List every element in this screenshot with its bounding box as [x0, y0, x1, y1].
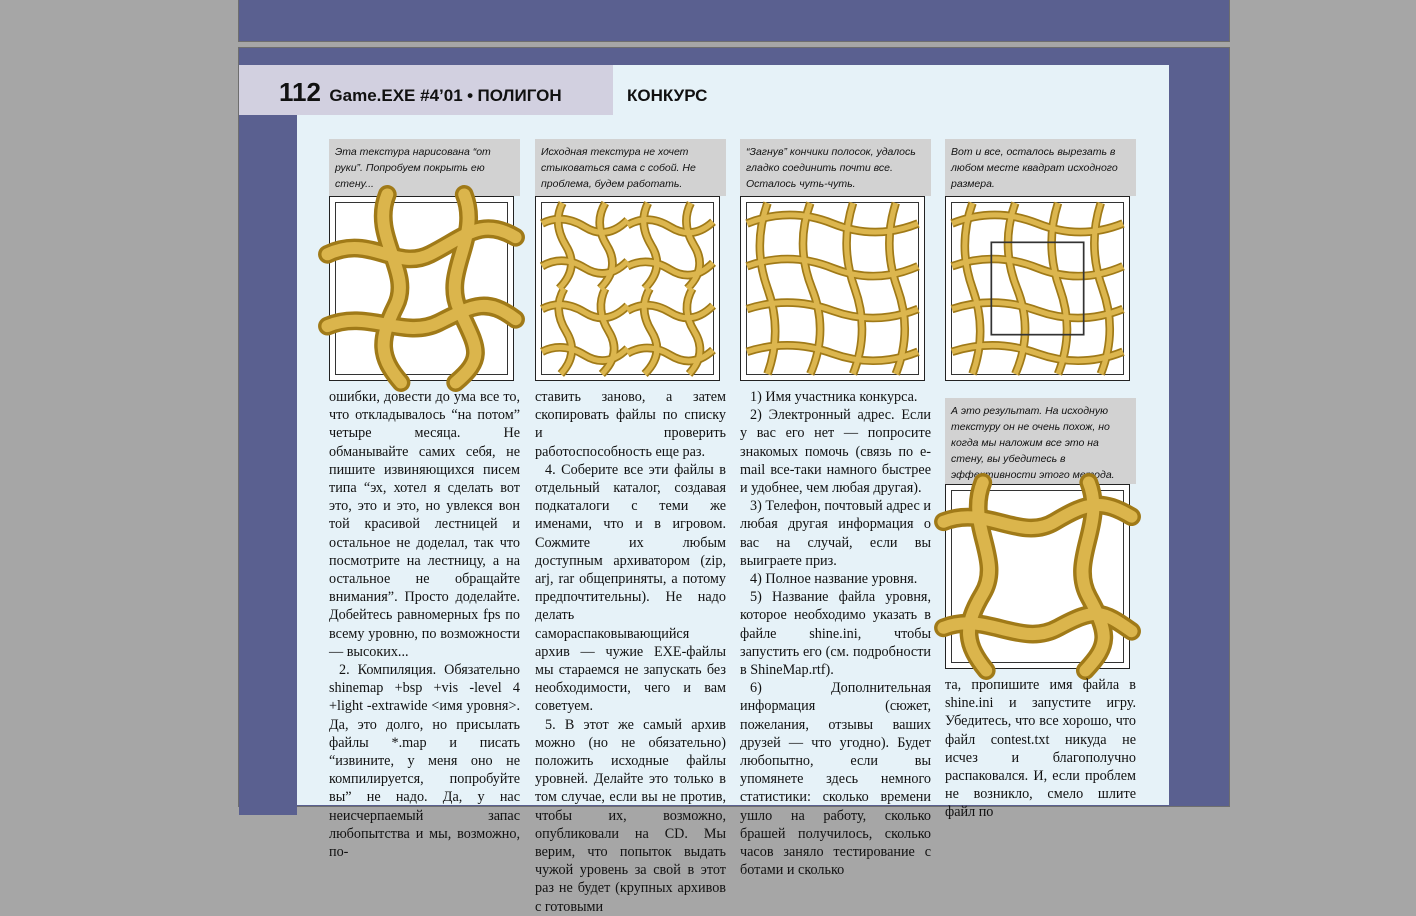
texture-image-4: [952, 203, 1123, 374]
list-item: 4) Полное название уровня.: [750, 571, 918, 588]
page-header: [279, 77, 562, 108]
header-bullet: •: [467, 86, 474, 105]
texture-image-5: [952, 491, 1123, 662]
caption-3: “Загнув” кончики полосок, удалось гладко соединить почти все. Осталось чуть-чуть.: [740, 139, 931, 196]
text-column-4: [945, 676, 1136, 822]
list-item: 3) Телефон, почтовый адрес и любая другая информация о вас на случай, если вы выиграете приз.: [740, 498, 931, 569]
texture-figure-4: [945, 196, 1130, 381]
caption-2: Исходная текстура не хочет стыковаться сама с собой. Не проблема, будем работать.: [535, 139, 726, 196]
texture-image-3: [747, 203, 918, 374]
texture-figure-1: [329, 196, 514, 381]
text-column-2: [535, 388, 726, 916]
paragraph: ставить заново, а затем скопировать файлы по списку и проверить работоспособность еще раз.: [535, 389, 726, 460]
list-item: 2) Электронный адрес. Если у вас его нет — попросите знакомых помочь (связь по e-mail все-таки намного быстрее и удобнее, чем любая другая).: [740, 407, 931, 497]
texture-image-2: [542, 203, 713, 374]
paragraph: та, пропишите имя файла в shine.ini и запустите игру. Убедитесь, что все хорошо, что файл contest.txt никуда не исчез и благополучно распаковался. И, если проблем не возникло, смело шлите файл по: [945, 677, 1136, 821]
paragraph: 4. Соберите все эти файлы в отдельный каталог, создавая подкаталоги с теми же именами, что и в игровом. Сожмите их любым доступным архиватором (zip, arj, rar общеприняты, а потому предпочтительны). Не надо делать самораспаковывающийся архив — чужие EXE-файлы мы стараемся не запускать без необходимости, чего и вам советуем.: [535, 461, 726, 715]
text-column-3: [740, 388, 931, 879]
list-item: 5) Название файла уровня, которое необходимо указать в файле shine.ini, чтобы запустить его (см. подробности в ShineMap.rtf).: [740, 589, 931, 679]
paragraph: 5. В этот же самый архив можно (но не обязательно) положить исходные файлы уровней. Делайте это только в том случае, если вы не против, чтобы их, возможно, опубликовали на CD. Мы верим, что попыток выдать чужой уровень за свой в этот раз не будет (крупных архивов с готовыми: [535, 716, 726, 915]
rubric-title: КОНКУРС: [627, 86, 708, 105]
texture-figure-2: [535, 196, 720, 381]
magazine-name: Game.EXE #4’01: [329, 86, 463, 105]
paragraph: ошибки, довести до ума все то, что откладывалось “на потом” четыре месяца. Не обманывайте самих себя, не пишите извиняющихся писем типа “эх, хотел я сделать вот это, это и это, но увлекся вон той красивой лестницей и остальное не доделал, так что посмотрите на лестницу, а на остальное не обращайте внимания”. Просто доделайте. Добейтесь равномерных fps по всему уровню, по возможности — высоких...: [329, 389, 520, 660]
caption-1: Эта текстура нарисована “от руки”. Попробуем покрыть ею стену...: [329, 139, 520, 196]
left-margin-bar: [239, 115, 297, 815]
caption-4: Вот и все, осталось вырезать в любом месте квадрат исходного размера.: [945, 139, 1136, 196]
list-item: 1) Имя участника конкурса.: [750, 389, 918, 405]
section-name: ПОЛИГОН: [477, 86, 562, 105]
previous-page-strip: [238, 0, 1230, 42]
page-number: 112: [279, 77, 321, 107]
text-column-1: [329, 388, 520, 861]
list-item: 6) Дополнительная информация (сюжет, пожелания, отзывы ваших друзей — что угодно). Будет любопытно, если вы упомянете здесь немного статистики: сколько времени ушло на работу, сколько брашей получилось, сколько часов заняло тестирование с ботами и сколько: [740, 680, 931, 879]
texture-image-1: [336, 203, 507, 374]
caption-5: А это результат. На исходную текстуру он не очень похож, но когда мы наложим все это на стену, вы убедитесь в эффективности этого метода.: [945, 398, 1136, 484]
magazine-page: [239, 65, 1169, 915]
paragraph: 2. Компиляция. Обязательно shinemap +bsp +vis -level 4 +light -extrawide <имя уровня>. Да, это долго, но присылать файлы *.map и писать “извините, у меня оно не компилируется, попробуйте вы” не надо. Да, у нас неисчерпаемый запас любопытства и мы, возможно, по-: [329, 662, 520, 861]
texture-figure-5: [945, 484, 1130, 669]
texture-figure-3: [740, 196, 925, 381]
